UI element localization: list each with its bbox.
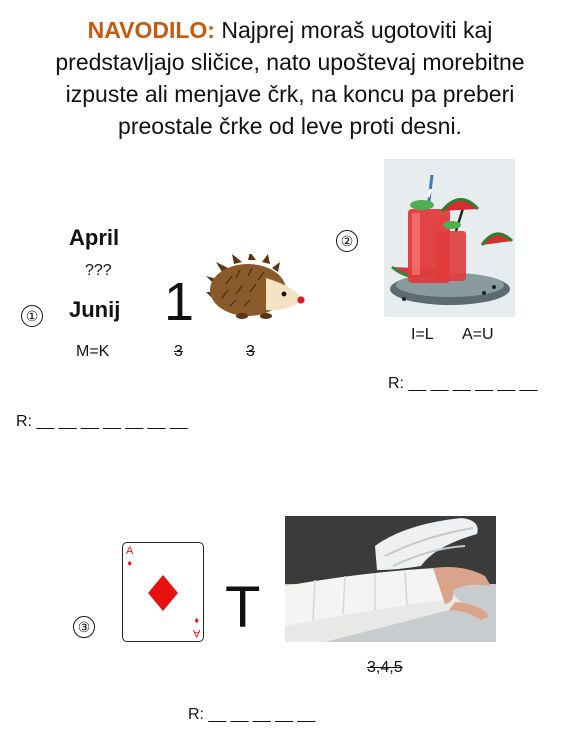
lemonade-icon [384,159,515,322]
task3-answer: R: __ __ __ __ __ [188,706,316,723]
task1-month-top: April [69,225,120,250]
hedgehog-icon [206,254,306,325]
task1-strike-b: 3 [246,343,255,360]
task1-digit: 1 [164,272,195,332]
task3-strike: 3,4,5 [367,659,403,676]
ace-of-diamonds-icon: A ♦ A ♦ [122,542,204,642]
instructions [40,14,540,142]
task2-answer: R: __ __ __ __ __ __ [388,375,538,392]
task1-strike-a: 3 [174,343,183,360]
instructions-keyword: NAVODILO: [87,17,215,43]
task2-hint-a: I=L [411,326,434,343]
task2-number: ② [336,230,358,252]
task3-number: ③ [73,616,95,638]
task1-number: ① [21,305,43,327]
card-rank-bottom: A [192,627,200,639]
task2-hint-b: A=U [462,326,494,343]
plaster-cast-icon [285,516,496,647]
task1-question: ??? [85,262,112,279]
task1-month-bottom: Junij [69,297,121,322]
task3-letter: T [225,575,261,640]
instructions-text: Najprej moraš ugotoviti kaj predstavljajo sličice, nato upoštevaj morebitne izpuste ali menjave črk, na koncu pa preberi preostale črke od leve proti desni. [55,17,525,139]
card-rank-top: A [126,545,134,557]
task1-answer: R: __ __ __ __ __ __ __ [16,413,188,430]
task1-hint: M=K [76,343,110,360]
